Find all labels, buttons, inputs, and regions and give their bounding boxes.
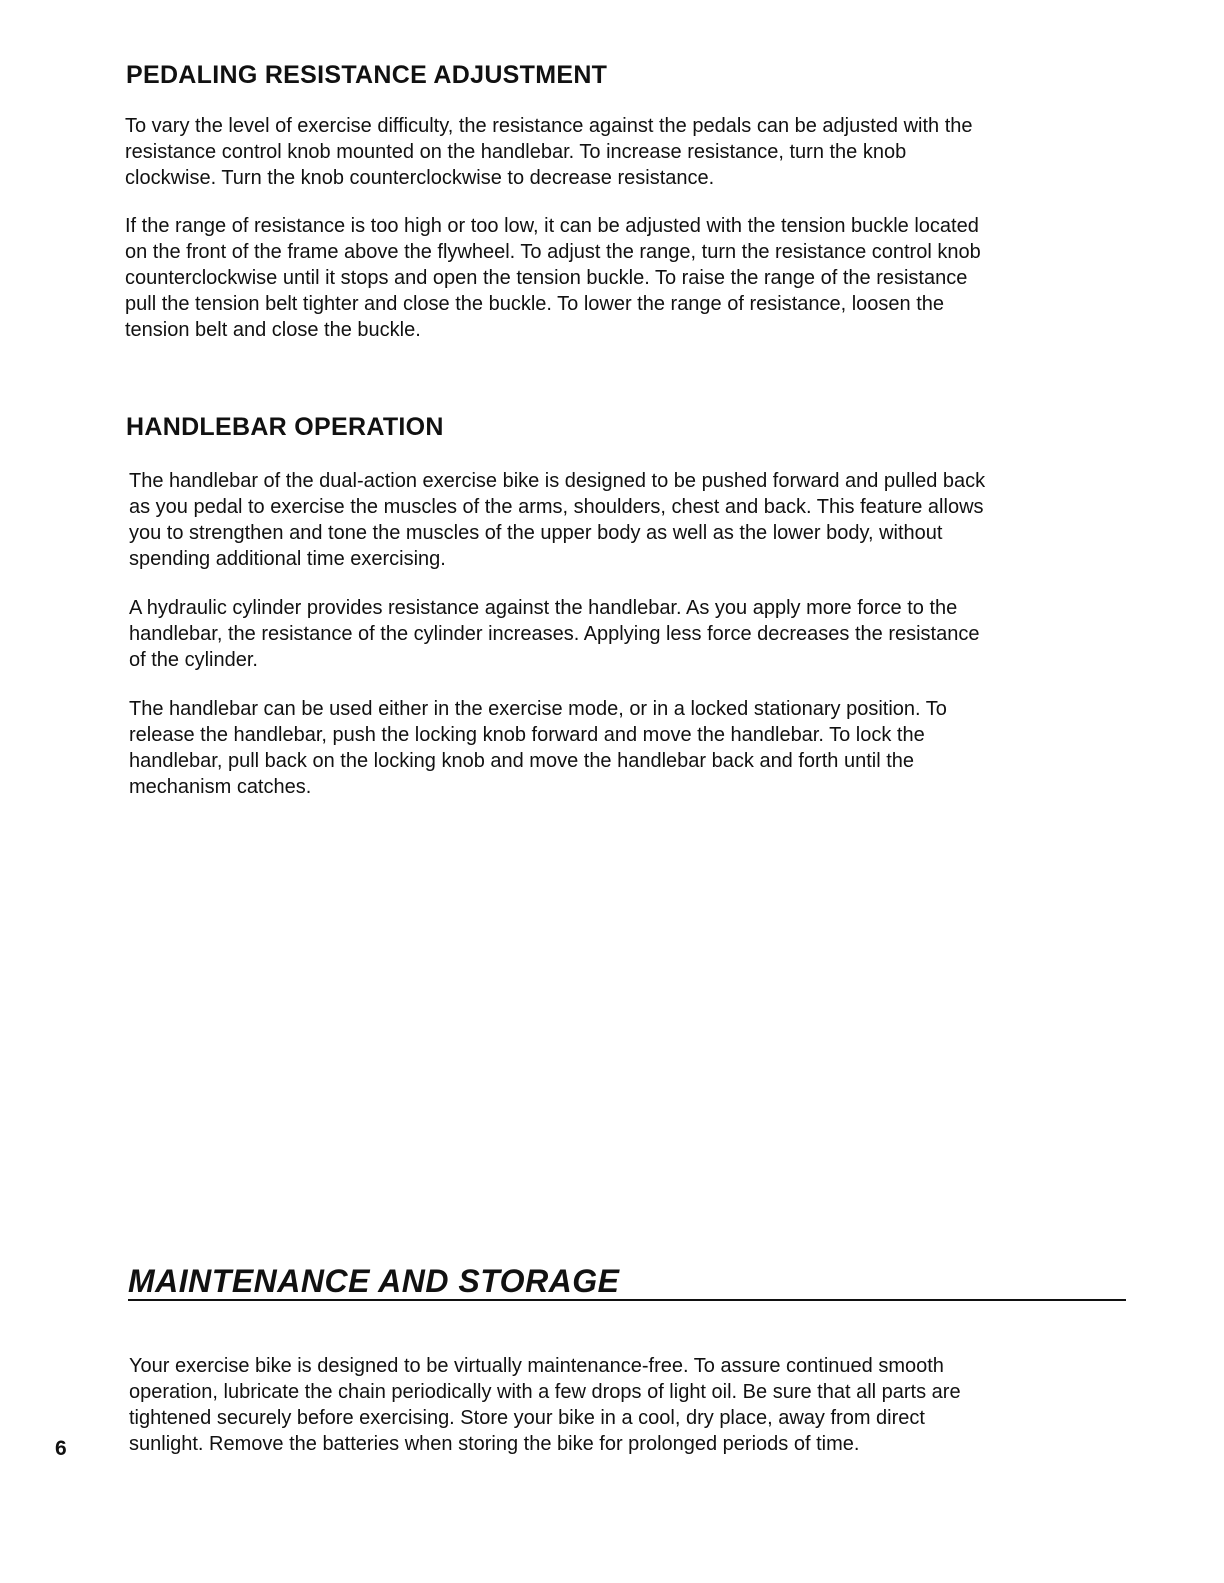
text-line: you to strengthen and tone the muscles of the upper body as well as the lower body, without: [129, 522, 943, 544]
text-line: handlebar, pull back on the locking knob and move the handlebar back and forth until the: [129, 750, 914, 772]
text-line: To vary the level of exercise difficulty, the resistance against the pedals can be adjusted with the: [125, 115, 973, 137]
text-line: counterclockwise until it stops and open the tension buckle. To raise the range of the resistance: [125, 267, 968, 289]
text-line: as you pedal to exercise the muscles of the arms, shoulders, chest and back. This feature allows: [129, 496, 984, 518]
text-line: sunlight. Remove the batteries when storing the bike for prolonged periods of time.: [129, 1433, 860, 1455]
text-line: tightened securely before exercising. Store your bike in a cool, dry place, away from direct: [129, 1407, 925, 1429]
heading-underline: [128, 1299, 1126, 1301]
text-line: If the range of resistance is too high or too low, it can be adjusted with the tension buckle located: [125, 215, 979, 237]
text-line: handlebar, the resistance of the cylinder increases. Applying less force decreases the resistance: [129, 623, 980, 645]
text-line: The handlebar of the dual-action exercise bike is designed to be pushed forward and pulled back: [129, 470, 986, 492]
page-number: 6: [55, 1437, 67, 1460]
text-line: of the cylinder.: [129, 649, 258, 671]
paragraph-handlebar-1: [129, 468, 985, 572]
paragraph-handlebar-3: [129, 696, 947, 800]
paragraph-handlebar-2: [129, 595, 979, 673]
text-line: Your exercise bike is designed to be virtually maintenance-free. To assure continued smooth: [129, 1355, 944, 1377]
paragraph-pedaling-2: [125, 213, 981, 343]
text-line: A hydraulic cylinder provides resistance against the handlebar. As you apply more force to the: [129, 597, 958, 619]
heading-handlebar-operation: HANDLEBAR OPERATION: [126, 413, 444, 441]
text-line: pull the tension belt tighter and close the buckle. To lower the range of resistance, loosen the: [125, 293, 945, 315]
text-line: spending additional time exercising.: [129, 548, 446, 570]
text-line: operation, lubricate the chain periodically with a few drops of light oil. Be sure that all parts are: [129, 1381, 961, 1403]
text-line: mechanism catches.: [129, 776, 312, 798]
text-line: clockwise. Turn the knob counterclockwise to decrease resistance.: [125, 167, 715, 189]
text-line: on the front of the frame above the flywheel. To adjust the range, turn the resistance control knob: [125, 241, 981, 263]
text-line: The handlebar can be used either in the exercise mode, or in a locked stationary position. To: [129, 698, 947, 720]
heading-maintenance-storage: MAINTENANCE AND STORAGE: [128, 1263, 620, 1299]
text-line: release the handlebar, push the locking knob forward and move the handlebar. To lock the: [129, 724, 925, 746]
text-line: resistance control knob mounted on the handlebar. To increase resistance, turn the knob: [125, 141, 907, 163]
heading-pedaling-resistance: PEDALING RESISTANCE ADJUSTMENT: [126, 61, 608, 89]
text-line: tension belt and close the buckle.: [125, 319, 421, 341]
paragraph-pedaling-1: [125, 113, 973, 191]
paragraph-maintenance-1: [129, 1353, 961, 1457]
